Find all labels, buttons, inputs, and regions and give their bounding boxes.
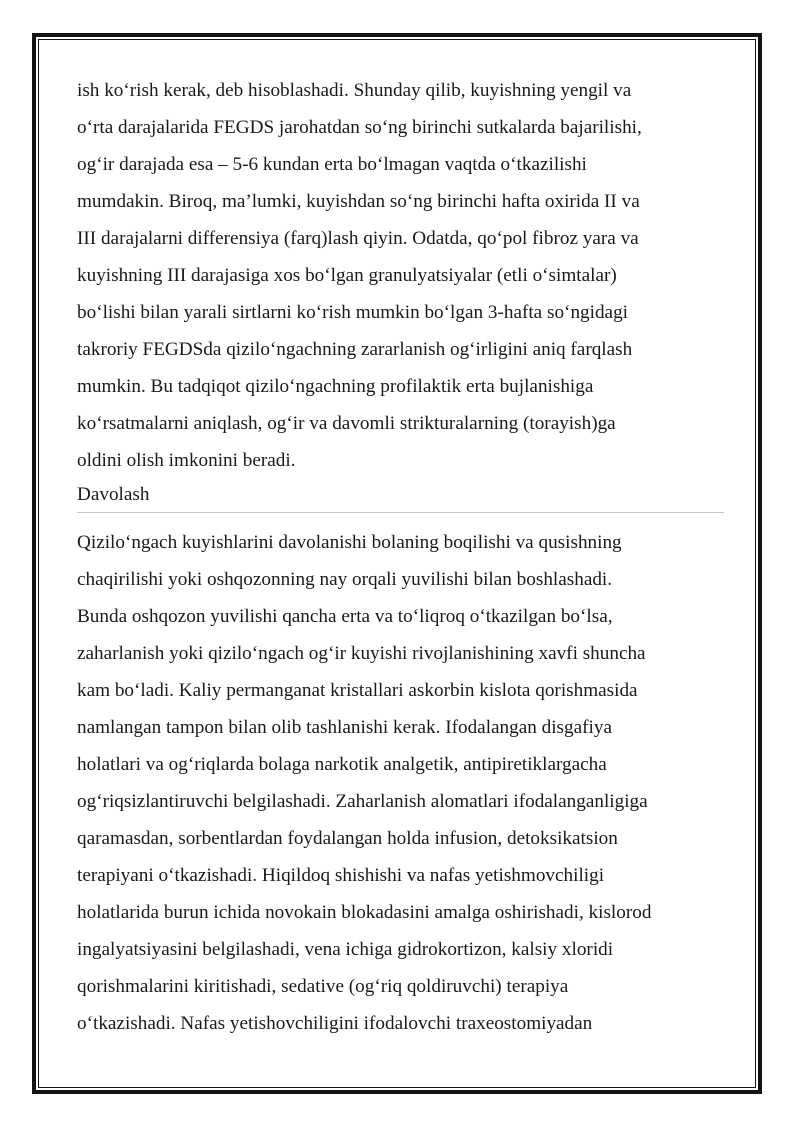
paragraph-diagnosis: ish ko‘rish kerak, deb hisoblashadi. Shunday qilib, kuyishning yengil va o‘rta darajalarida FEGDS jarohatdan so‘ng birinchi sutkalarda bajarilishi, og‘ir darajada esa – 5-6 kundan erta bo‘lmagan vaqtda o‘tkazilishi mumdakin. Biroq, ma’lumki, kuyishdan so‘ng birinchi hafta oxirida II va III darajalarni differensiya (farq)lash qiyin. Odatda, qo‘pol fibroz yara va kuyishning III darajasiga xos bo‘lgan granulyatsiyalar (etli o‘simtalar) bo‘lishi bilan yarali sirtlarni ko‘rish mumkin bo‘lgan 3-hafta so‘ngidagi takroriy FEGDSda qizilo‘ngachning zararlanish og‘irligini aniq farqlash mumkin. Bu tadqiqot qizilo‘ngachning profilaktik erta bujlanishiga ko‘rsatmalarni aniqlash, og‘ir va davomli strikturalarning (torayish)ga oldini olish imkonini beradi.	[77, 80, 642, 471]
section-heading-treatment: Davolash	[77, 484, 150, 505]
heading-divider	[77, 512, 724, 513]
paragraph-treatment: Qizilo‘ngach kuyishlarini davolanishi bolaning boqilishi va qusishning chaqirilishi yoki oshqozonning nay orqali yuvilishi bilan boshlashadi. Bunda oshqozon yuvilishi qancha erta va to‘liqroq o‘tkazilgan bo‘lsa, zaharlanish yoki qizilo‘ngach og‘ir kuyishi rivojlanishining xavfi shuncha kam bo‘ladi. Kaliy permanganat kristallari askorbin kislota qorishmasida namlangan tampon bilan olib tashlanishi kerak. Ifodalangan disgafiya holatlari va og‘riqlarda bolaga narkotik analgetik, antipiretiklargacha og‘riqsizlantiruvchi belgilashadi. Zaharlanish alomatlari ifodalanganligiga qaramasdan, sorbentlardan foydalangan holda infusion, detoksikatsion terapiyani o‘tkazishadi. Hiqildoq shishishi va nafas yetishmovchiligi holatlarida burun ichida novokain blokadasini amalga oshirishadi, kislorod ingalyatsiyasini belgilashadi, vena ichiga gidrokortizon, kalsiy xloridi qorishmalarini kiritishadi, sedative (og‘riq qoldiruvchi) terapiya o‘tkazishadi. Nafas yetishovchiligini ifodalovchi traxeostomiyadan	[77, 532, 652, 1034]
document-body	[77, 72, 727, 1042]
